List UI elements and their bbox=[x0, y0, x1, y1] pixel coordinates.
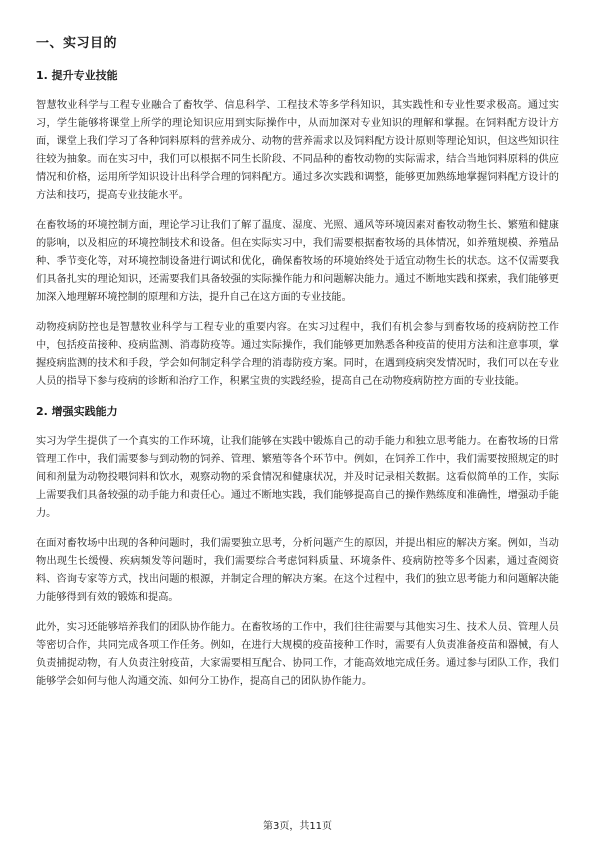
page-heading: 一、实习目的 bbox=[36, 36, 118, 51]
section-skills bbox=[36, 67, 559, 391]
paragraph: 智慧牧业科学与工程专业融合了畜牧学、信息科学、工程技术等多学科知识，其实践性和专业性要求极高。通过实习，学生能够将课堂上所学的理论知识应用到实际操作中，从而加深对专业知识的理解和掌握。在饲料配方设计方面，课堂上我们学习了各种饲料原料的营养成分、动物的营养需求以及饲料配方设计原则等理论知识，但这些知识往往较为抽象。而在实习中，我们可以根据不同生长阶段、不同品种的畜牧动物的实际需求，结合当地饲料原料的供应情况和价格，运用所学知识设计出科学合理的饲料配方。通过多次实践和调整，能够更加熟练地掌握饲料配方设计的方法和技巧，提高专业技能水平。 bbox=[36, 100, 559, 201]
paragraph: 在面对畜牧场中出现的各种问题时，我们需要独立思考，分析问题产生的原因，并提出相应的解决方案。例如，当动物出现生长缓慢、疾病频发等问题时，我们需要综合考虑饲料质量、环境条件、疫病防控等多个因素，通过查阅资料、咨询专家等方式，找出问题的根源，并制定合理的解决方案。在这个过程中，我们的独立思考能力和问题解决能力能够得到有效的锻炼和提高。 bbox=[36, 538, 559, 603]
page-number: 第3页，共11页 bbox=[262, 821, 333, 832]
section-title: 2. 增强实践能力 bbox=[36, 405, 118, 418]
section-practice bbox=[36, 403, 559, 691]
paragraph: 动物疫病防控也是智慧牧业科学与工程专业的重要内容。在实习过程中，我们有机会参与到畜牧场的疫病防控工作中，包括疫苗接种、疫病监测、消毒防疫等。通过实际操作，我们能够更加熟悉各种疫苗的使用方法和注意事项，掌握疫病监测的技术和手段，学会如何制定科学合理的消毒防疫方案。同时，在遇到疫病突发情况时，我们可以在专业人员的指导下参与疫病的诊断和治疗工作，积累宝贵的实践经验，提高自己在动物疫病防控方面的专业技能。 bbox=[36, 322, 559, 387]
paragraph: 实习为学生提供了一个真实的工作环境，让我们能够在实践中锻炼自己的动手能力和独立思考能力。在畜牧场的日常管理工作中，我们需要参与到动物的饲养、管理、繁殖等各个环节中。例如，在饲养工作中，我们需要按照规定的时间和剂量为动物投喂饲料和饮水，观察动物的采食情况和健康状况，并及时记录相关数据。这看似简单的工作，实际上需要我们具备较强的动手能力和责任心。通过不断地实践，我们能够提高自己的操作熟练度和准确性，增强动手能力。 bbox=[36, 436, 559, 519]
paragraph: 在畜牧场的环境控制方面，理论学习让我们了解了温度、湿度、光照、通风等环境因素对畜牧动物生长、繁殖和健康的影响，以及相应的环境控制技术和设备。但在实际实习中，我们需要根据畜牧场的具体情况，如养殖规模、养殖品种、季节变化等，对环境控制设备进行调试和优化，确保畜牧场的环境始终处于适宜动物生长的状态。这不仅需要我们具备扎实的理论知识，还需要我们具备较强的实际操作能力和问题解决能力。通过不断地实践和探索，我们能够更加深入地理解环境控制的原理和方法，提升自己在这方面的专业技能。 bbox=[36, 220, 559, 303]
section-title: 1. 提升专业技能 bbox=[36, 69, 118, 82]
paragraph: 此外，实习还能够培养我们的团队协作能力。在畜牧场的工作中，我们往往需要与其他实习生、技术人员、管理人员等密切合作，共同完成各项工作任务。例如，在进行大规模的疫苗接种工作时，需要有人负责准备疫苗和器械，有人负责捕捉动物，有人负责注射疫苗，大家需要相互配合、协同工作，才能高效地完成任务。通过参与团队工作，我们能够学会如何与他人沟通交流、如何分工协作，提高自己的团队协作能力。 bbox=[36, 622, 559, 687]
